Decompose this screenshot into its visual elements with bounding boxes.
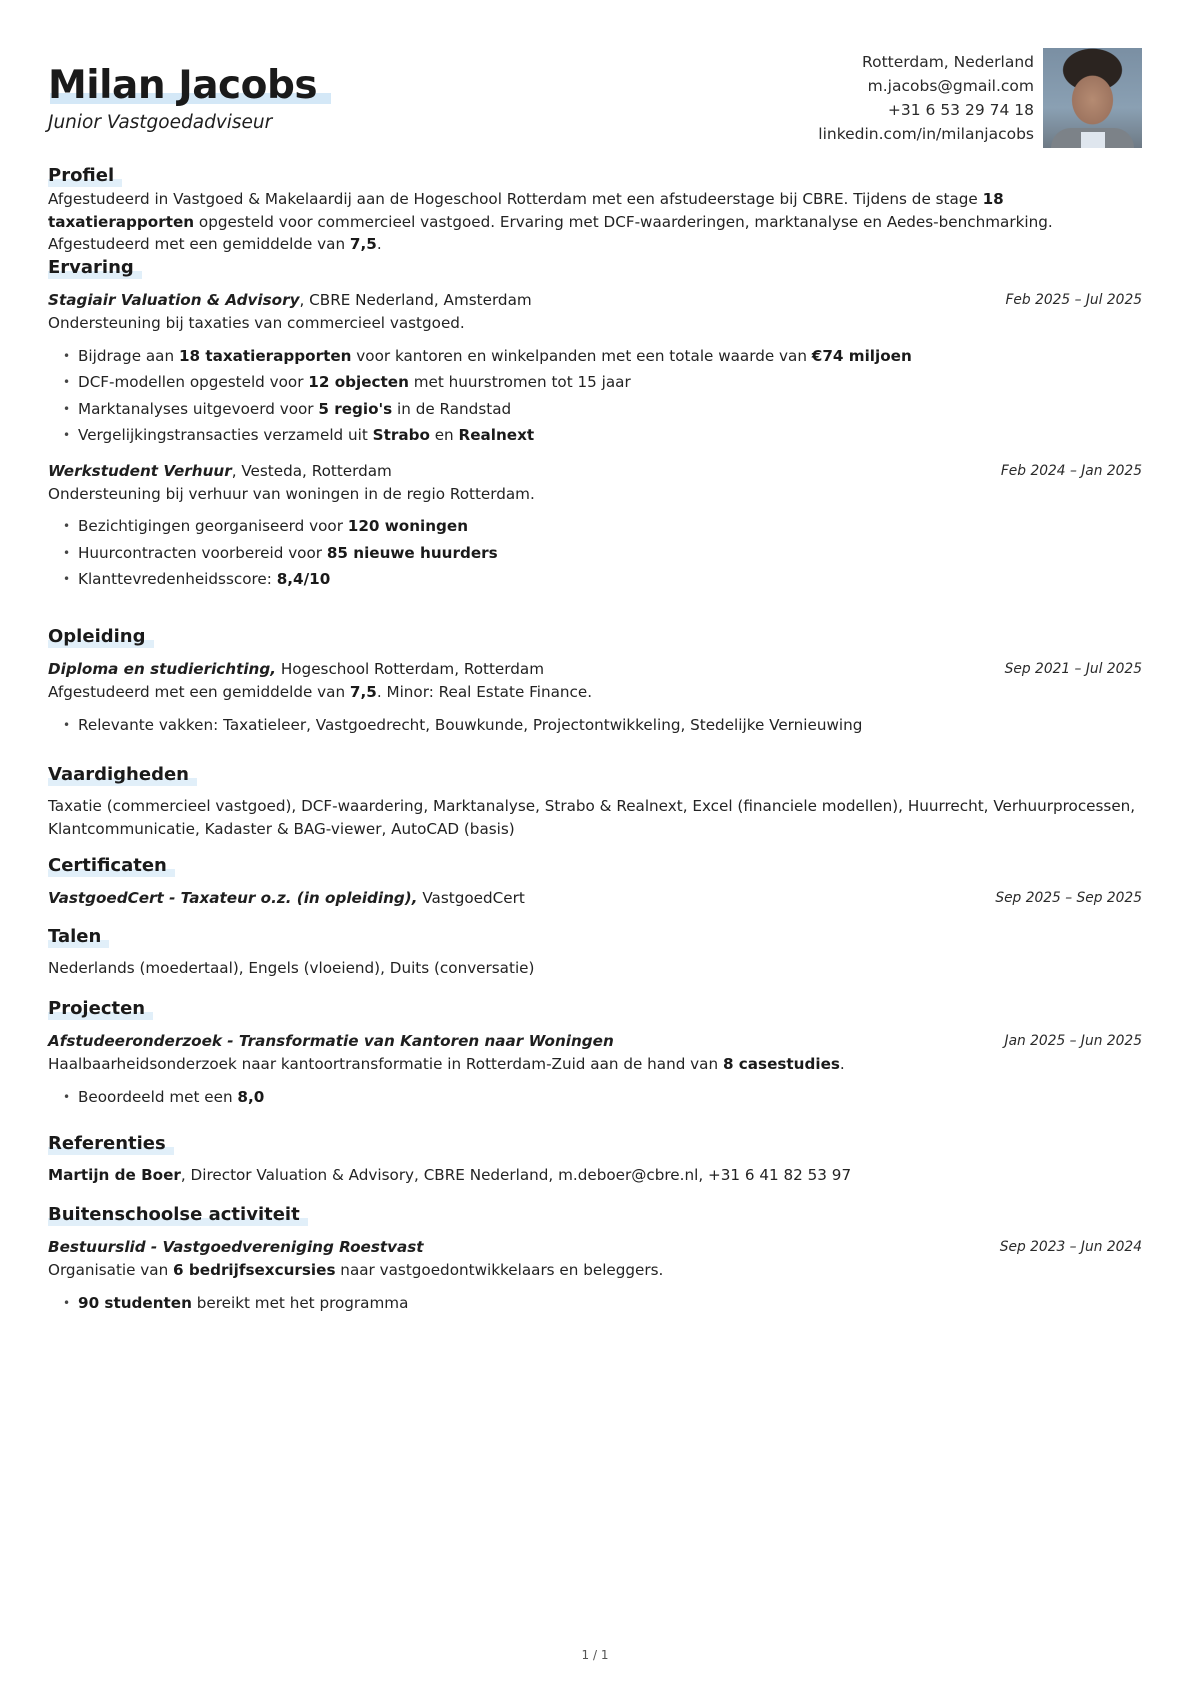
entry-date: Jan 2025 – Jun 2025 (1004, 1033, 1142, 1049)
text-span: Marktanalyses uitgevoerd voor (78, 399, 319, 418)
text-span: Vergelijkingstransacties verzameld uit (78, 426, 373, 444)
experience-entry (48, 288, 1142, 449)
text-span: Beoordeeld met een (78, 1087, 238, 1106)
header-left (48, 62, 317, 133)
text-span: Bezichtigingen georganiseerd voor (78, 517, 348, 535)
profile-photo (1043, 48, 1142, 148)
reference-text (48, 1164, 1142, 1187)
bold-span: 85 nieuwe huurders (326, 543, 498, 562)
entry-header (48, 288, 1142, 312)
section-profile (48, 164, 1142, 256)
section-experience (48, 256, 1142, 593)
section-title: Ervaring (48, 257, 134, 278)
section-title: Vaardigheden (48, 764, 189, 785)
text-span: naar vastgoedontwikkelaars en beleggers. (335, 1261, 664, 1279)
entry-org: VastgoedCert (417, 889, 525, 907)
languages-text: Nederlands (moedertaal), Engels (vloeiend), Duits (conversatie) (48, 959, 535, 977)
bold-span: 8,4/10 (276, 570, 331, 588)
skills-text: Taxatie (commercieel vastgoed), DCF-waardering, Marktanalyse, Strabo & Realnext, Excel (financiele modellen), Huurrecht, Verhuurprocessen, Klantcommunicatie, Kadaster & BAG-viewer, AutoCAD (basis) (48, 797, 1136, 838)
bullet-item (63, 396, 1142, 423)
profile-text (48, 188, 1142, 256)
entry-org: , CBRE Nederland, Amsterdam (299, 291, 532, 309)
bullet-item (63, 540, 1142, 567)
entry-description (48, 1259, 1142, 1282)
entry-header (48, 1235, 1142, 1259)
entry-header (48, 886, 1142, 910)
text-span: Afgestudeerd met een gemiddelde van (48, 683, 350, 701)
bold-span: 5 regio's (318, 399, 393, 418)
bold-span: 90 studenten (78, 1293, 192, 1312)
text-span: . (376, 235, 382, 253)
text-span: DCF-modellen opgesteld voor (78, 373, 309, 391)
text-span: opgesteld voor commercieel vastgoed. Ervaring met DCF-waarderingen, marktanalyse en Aedes-benchmarking. Afgestudeerd met een gemiddelde van (48, 212, 1053, 253)
contact-block (818, 50, 1034, 146)
text-span: Afgestudeerd in Vastgoed & Makelaardij aan de Hogeschool Rotterdam met een afstudeerstage bij CBRE. Tijdens de stage (48, 190, 983, 208)
text-span: Haalbaarheidsonderzoek naar kantoortransformatie in Rotterdam-Zuid aan de hand van (48, 1055, 723, 1073)
section-title: Certificaten (48, 855, 167, 876)
entry-header (48, 1029, 1142, 1053)
text-span: Klanttevredenheidsscore: (78, 570, 277, 588)
text-span: en (429, 426, 459, 444)
section-skills (48, 763, 1142, 840)
bold-span: €74 miljoen (811, 346, 912, 365)
entry-date: Feb 2025 – Jul 2025 (1005, 292, 1142, 308)
bullet-list (48, 343, 1142, 449)
email-link[interactable]: m.jacobs@gmail.com (867, 77, 1034, 95)
section-title: Talen (48, 926, 102, 947)
section-projects (48, 997, 1142, 1110)
section-languages (48, 925, 1142, 980)
bold-span: 8 casestudies (722, 1055, 840, 1073)
entry-date: Feb 2024 – Jan 2025 (1000, 462, 1142, 479)
entry-date: Sep 2021 – Jul 2025 (1004, 661, 1142, 677)
entry-org: Hogeschool Rotterdam, Rotterdam (276, 660, 544, 678)
entry-header (48, 657, 1142, 681)
reference-details: , Director Valuation & Advisory, CBRE Nederland, m.deboer@cbre.nl, +31 6 41 82 53 97 (180, 1166, 852, 1184)
text-span: met huurstromen tot 15 jaar (408, 373, 631, 391)
bold-span: 7,5 (349, 683, 377, 701)
entry-description (48, 681, 1142, 704)
section-education (48, 625, 1142, 738)
bold-span: 18 taxatierapporten (178, 346, 352, 365)
entry-date: Sep 2025 – Sep 2025 (995, 890, 1142, 906)
photo-collar (1081, 132, 1105, 148)
job-title: Junior Vastgoedadviseur (48, 112, 273, 133)
section-title: Buitenschoolse activiteit (48, 1204, 300, 1225)
section-title: Opleiding (48, 626, 146, 647)
entry-role: Bestuurslid - Vastgoedvereniging Roestvast (48, 1238, 424, 1256)
entry-role: Stagiair Valuation & Advisory (48, 291, 300, 309)
bullet-item (63, 513, 1142, 540)
reference-name: Martijn de Boer (48, 1166, 181, 1184)
entry-description: Ondersteuning bij taxaties van commercieel vastgoed. (48, 314, 465, 332)
bullet-list (48, 1290, 1142, 1317)
text-span: voor kantoren en winkelpanden met een totale waarde van (351, 346, 812, 365)
section-title: Referenties (48, 1133, 166, 1154)
linkedin-link[interactable]: linkedin.com/in/milanjacobs (818, 125, 1034, 143)
location: Rotterdam, Nederland (862, 53, 1034, 71)
bullet-item (63, 369, 1142, 396)
bullet-item (63, 422, 1142, 449)
entry-header (48, 459, 1142, 483)
page-number: 1 / 1 (581, 1648, 609, 1662)
bold-span: 8,0 (237, 1087, 265, 1106)
entry-org: , Vesteda, Rotterdam (231, 461, 392, 480)
text-span: Bijdrage aan (78, 346, 179, 365)
text-span: bereikt met het programma (191, 1293, 409, 1312)
bullet-item (63, 1084, 1142, 1111)
text-span: in de Randstad (392, 399, 512, 418)
bullet-list (48, 712, 1142, 739)
entry-description (48, 1053, 1142, 1076)
bold-span: 7,5 (349, 235, 377, 253)
text-span: Organisatie van (48, 1261, 174, 1279)
entry-role: Afstudeeronderzoek - Transformatie van Kantoren naar Woningen (48, 1032, 614, 1050)
bullet-list (48, 1084, 1142, 1111)
bullet-item (63, 1290, 1142, 1317)
candidate-name: Milan Jacobs (48, 63, 318, 108)
bold-span: 120 woningen (347, 517, 469, 535)
bold-span: Strabo (372, 426, 430, 444)
text-span: Huurcontracten voorbereid voor (78, 543, 327, 562)
phone: +31 6 53 29 74 18 (887, 101, 1034, 119)
section-certificates (48, 854, 1142, 910)
section-references (48, 1132, 1142, 1187)
entry-role: VastgoedCert - Taxateur o.z. (in opleiding), (48, 889, 418, 907)
entry-role: Diploma en studierichting, (48, 660, 277, 678)
bold-span: 6 bedrijfsexcursies (173, 1261, 336, 1279)
text-span: . (839, 1055, 845, 1073)
bold-span: Realnext (458, 426, 535, 444)
bullet-list (48, 513, 1142, 593)
bullet-item (63, 343, 1142, 370)
entry-date: Sep 2023 – Jun 2024 (999, 1239, 1142, 1255)
entry-description: Ondersteuning bij verhuur van woningen in de regio Rotterdam. (48, 484, 535, 503)
section-extracurricular (48, 1203, 1142, 1316)
bold-span: 18 taxatierapporten (48, 190, 1004, 231)
bullet-item (63, 566, 1142, 593)
text-span: . Minor: Real Estate Finance. (376, 683, 593, 701)
experience-entry (48, 459, 1142, 593)
section-title: Projecten (48, 998, 146, 1019)
bold-span: 12 objecten (308, 373, 409, 391)
section-title: Profiel (48, 165, 115, 186)
bullet-item: • Relevante vakken: Taxatieleer, Vastgoedrecht, Bouwkunde, Projectontwikkeling, Stedelijke Vernieuwing (63, 712, 1142, 739)
entry-role: Werkstudent Verhuur (48, 461, 232, 480)
